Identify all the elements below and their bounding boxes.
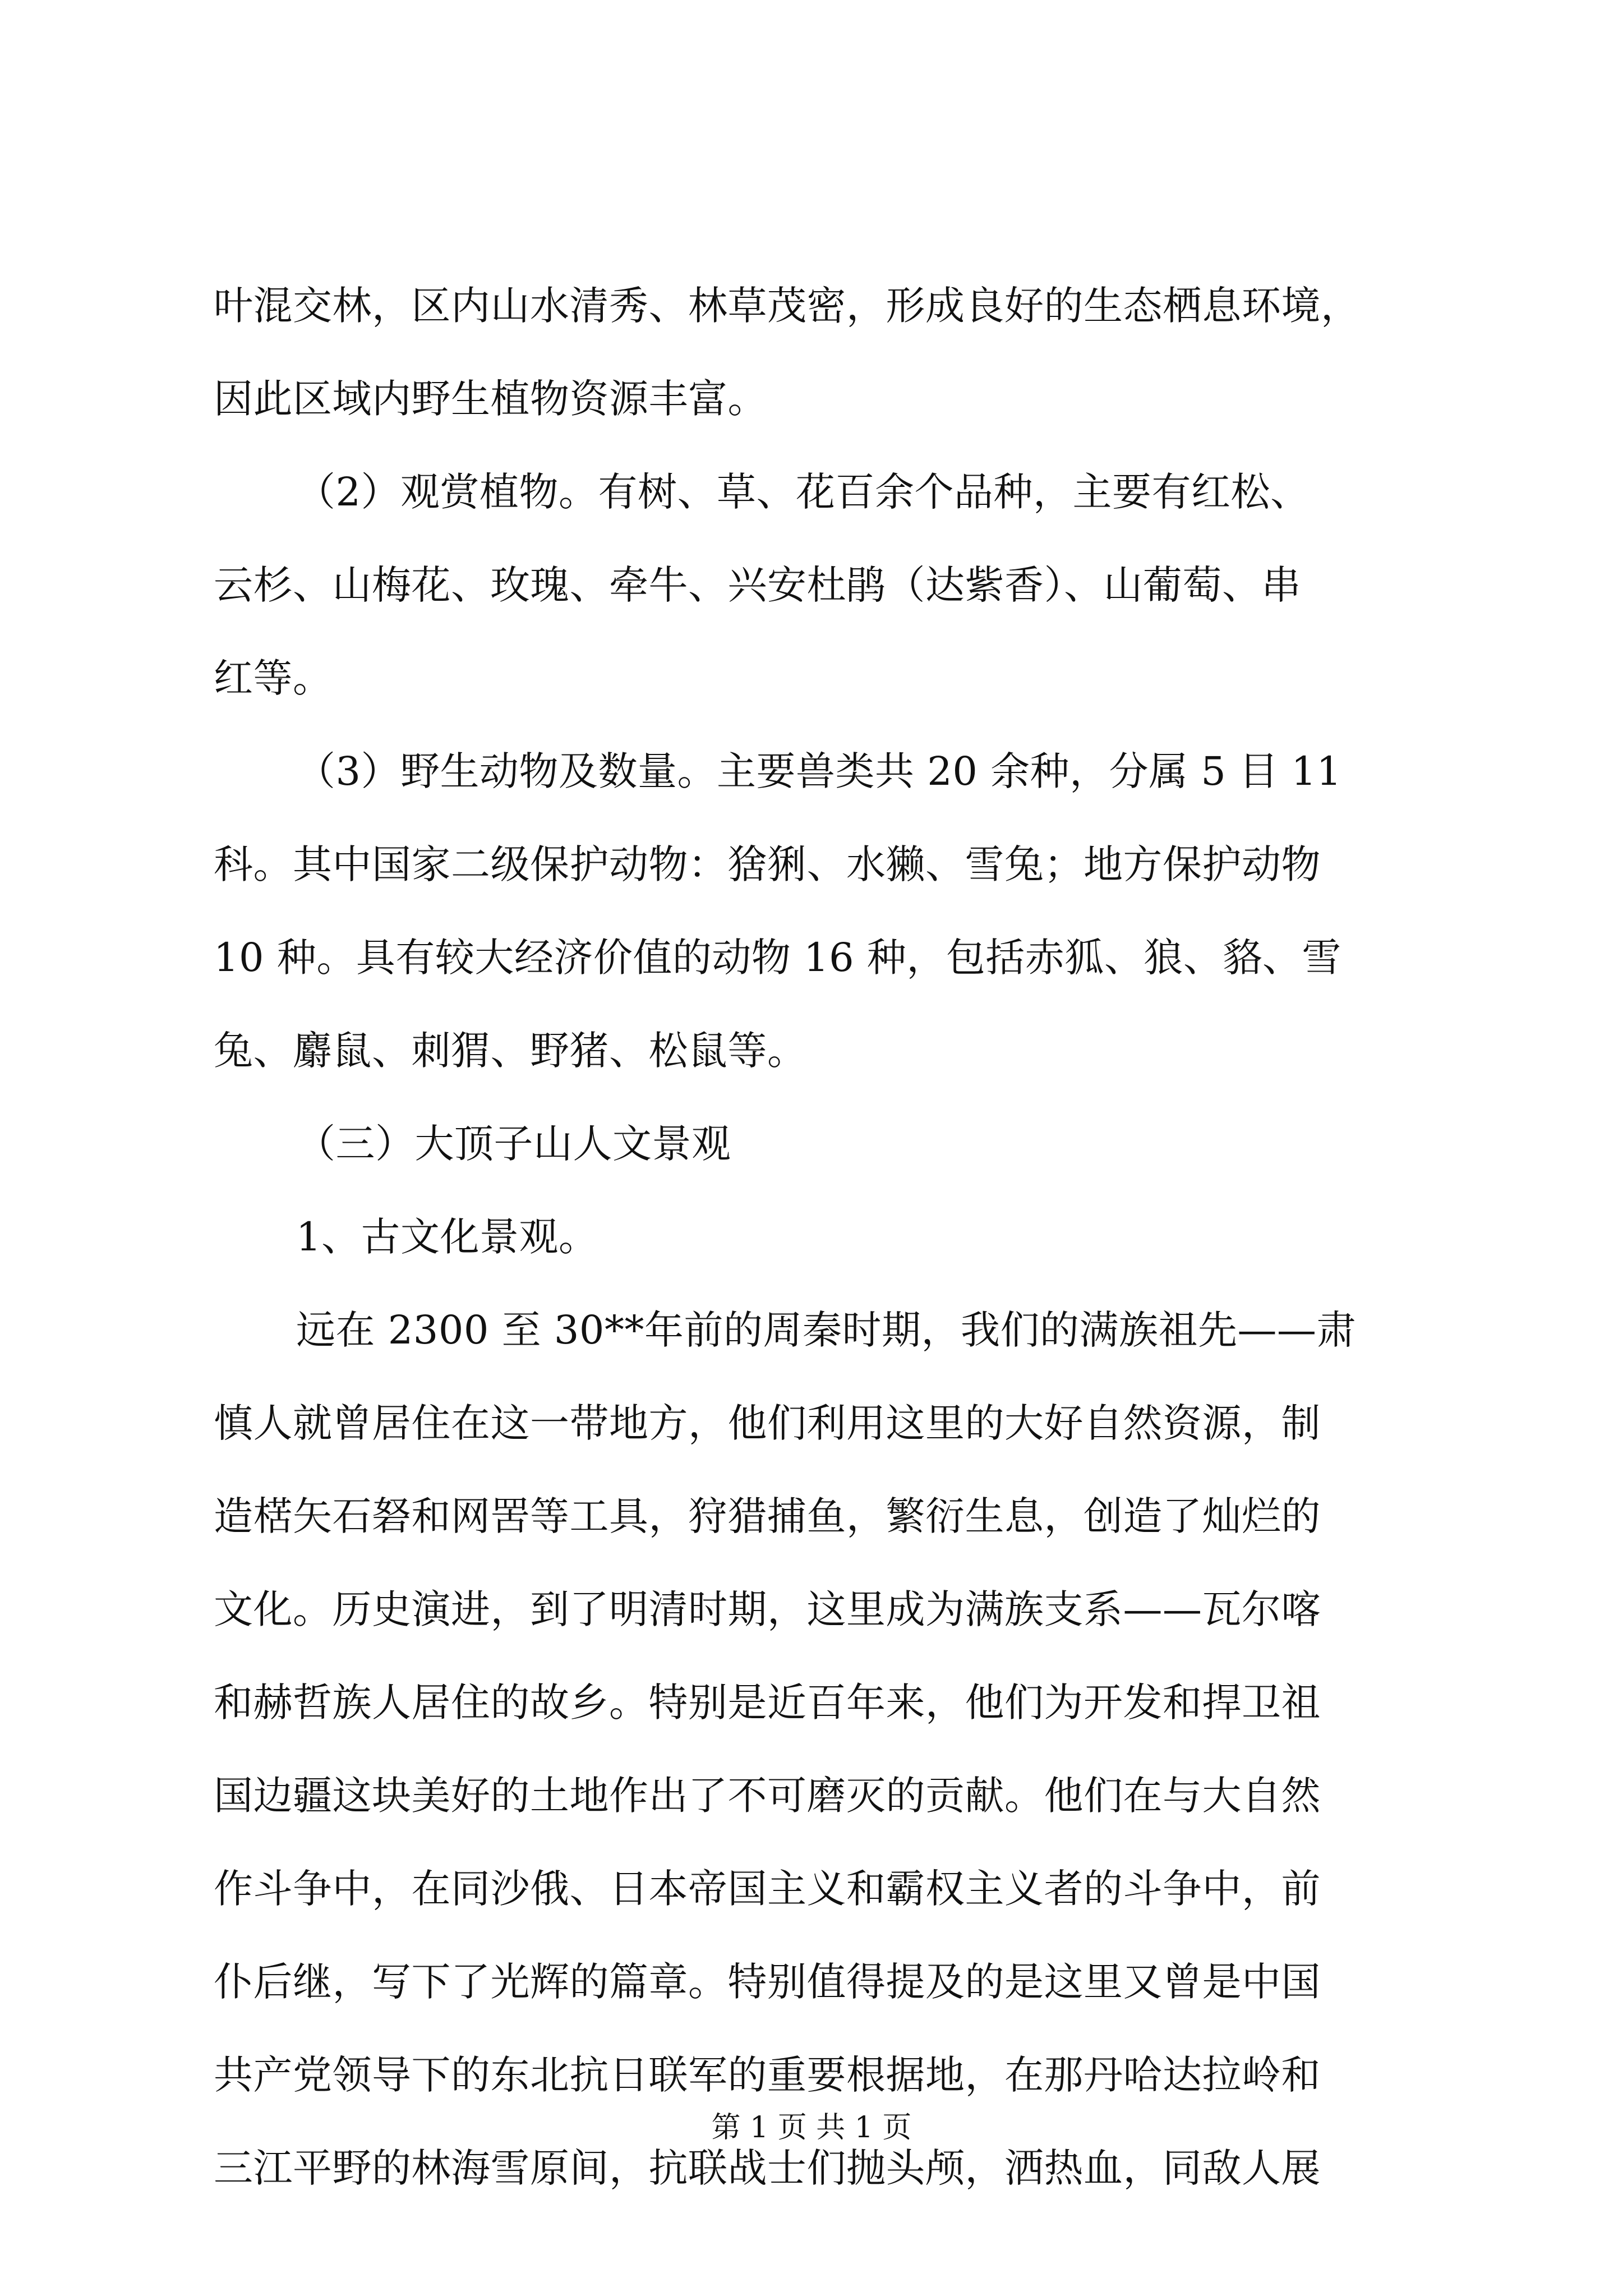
text-line: 叶混交林，区内山水清秀、林草茂密，形成良好的生态栖息环境，	[214, 283, 1361, 329]
text-line: 三江平野的林海雪原间，抗联战士们抛头颅，洒热血，同敌人展	[214, 2145, 1321, 2191]
text-line: 共产党领导下的东北抗日联军的重要根据地，在那丹哈达拉岭和	[214, 2052, 1321, 2098]
text-line: 作斗争中，在同沙俄、日本帝国主义和霸权主义者的斗争中，前	[214, 1866, 1321, 1912]
subsection-heading: 1、古文化景观。	[296, 1214, 598, 1260]
text-line: 文化。历史演进，到了明清时期，这里成为满族支系——瓦尔喀	[214, 1586, 1321, 1632]
text-line: 和赫哲族人居住的故乡。特别是近百年来，他们为开发和捍卫祖	[214, 1680, 1321, 1726]
page-footer: 第 1 页 共 1 页	[711, 2111, 912, 2145]
text-line: 云杉、山梅花、玫瑰、牵牛、兴安杜鹃（达紫香）、山葡萄、串	[214, 562, 1301, 608]
text-line: 仆后继，写下了光辉的篇章。特别值得提及的是这里又曾是中国	[214, 1959, 1321, 2005]
text-line: 国边疆这块美好的土地作出了不可磨灭的贡献。他们在与大自然	[214, 1773, 1321, 1819]
text-line: 10 种。具有较大经济价值的动物 16 种，包括赤狐、狼、貉、雪	[214, 935, 1341, 981]
text-line: （2）观赏植物。有树、草、花百余个品种，主要有红松、	[296, 469, 1310, 515]
text-line: 因此区域内野生植物资源丰富。	[214, 376, 767, 422]
text-line: 造楛矢石砮和网罟等工具，狩猎捕鱼，繁衍生息，创造了灿烂的	[214, 1493, 1321, 1539]
text-line: 兔、麝鼠、刺猬、野猪、松鼠等。	[214, 1028, 807, 1074]
text-line: 慎人就曾居住在这一带地方，他们利用这里的大好自然资源，制	[214, 1400, 1321, 1446]
text-line: 远在 2300 至 30**年前的周秦时期，我们的满族祖先——肃	[296, 1307, 1356, 1353]
text-line: 红等。	[214, 655, 333, 701]
text-line: 科。其中国家二级保护动物：猞猁、水獭、雪兔；地方保护动物	[214, 841, 1321, 887]
text-line: （3）野生动物及数量。主要兽类共 20 余种，分属 5 目 11	[296, 748, 1342, 794]
section-heading: （三）大顶子山人文景观	[296, 1121, 731, 1167]
document-body	[214, 259, 1436, 2215]
